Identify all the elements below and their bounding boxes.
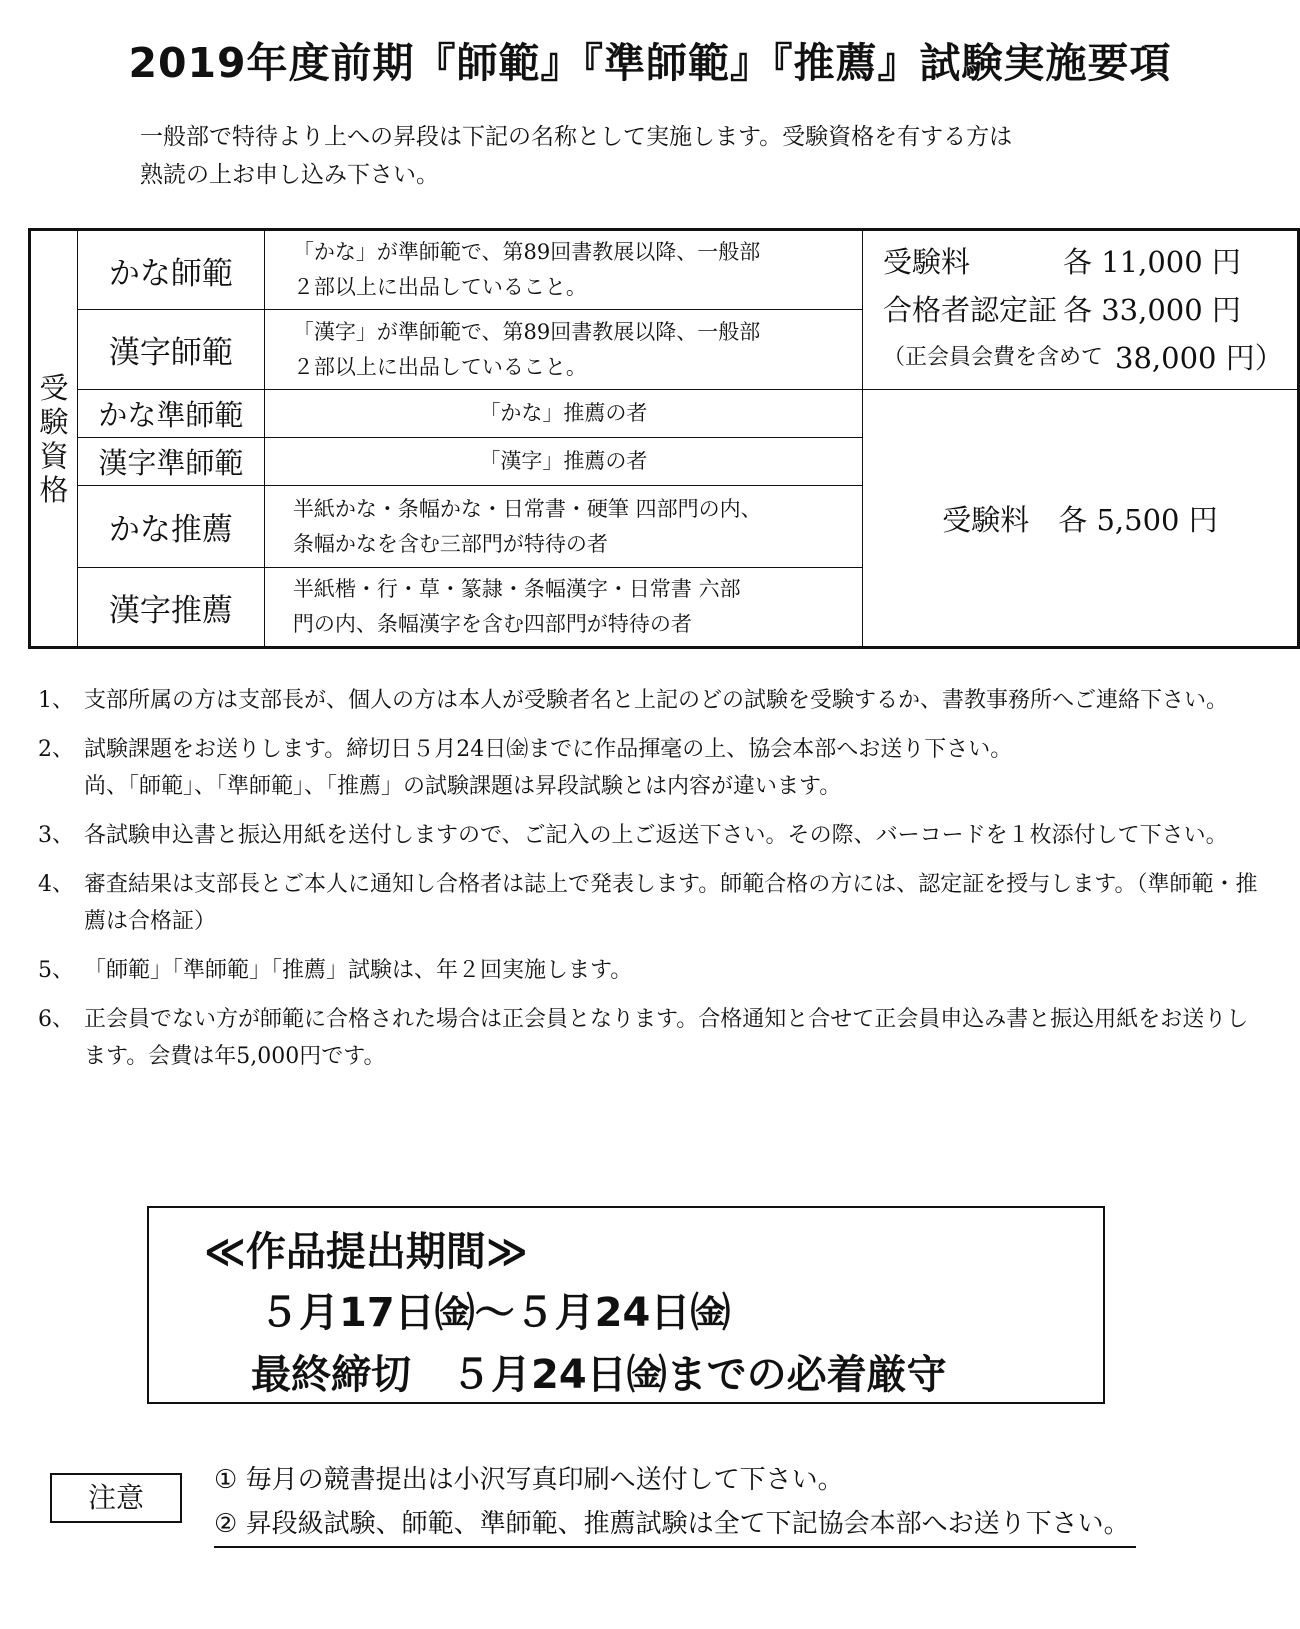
list-item	[38, 731, 1263, 805]
exam-fee-label: 受験料	[883, 245, 971, 279]
intro-line: 一般部で特待より上への昇段は下記の名称として実施します。受験資格を有する方は	[140, 124, 1013, 150]
note-number: 3、	[38, 823, 74, 848]
exam-condition	[264, 310, 862, 390]
note-text: 支部所属の方は支部長が、個人の方は本人が受験者名と上記のどの試験を受験するか、書教事務所へご連絡下さい。	[84, 688, 1229, 713]
table-row	[30, 230, 1299, 310]
condition-line: ２部以上に出品していること。	[292, 275, 587, 299]
cert-fee-line	[883, 286, 1297, 334]
condition-line: 条幅かなを含む三部門が特待の者	[292, 531, 608, 556]
condition-line: 半紙かな・条幅かな・日常書・硬筆 四部門の内、	[292, 496, 762, 521]
other-fee-cell: 受験料 各 5,500 円	[863, 390, 1299, 648]
exam-fee-line	[883, 238, 1297, 286]
page-title: 2019年度前期『師範』『準師範』『推薦』試験実施要項	[128, 39, 1172, 87]
member-fee-note: （正会員会費を含めて	[883, 345, 1104, 370]
note-number: 4、	[38, 872, 74, 897]
condition-line: ２部以上に出品していること。	[292, 354, 587, 379]
side-label-char: 格	[39, 472, 69, 507]
qualification-table	[28, 228, 1300, 649]
side-label-char: 験	[39, 404, 69, 439]
condition-line: 「かな」推薦の者	[479, 401, 648, 425]
note-number: 1、	[38, 688, 74, 713]
member-fee-line	[883, 334, 1297, 382]
exam-fee-value: 各 11,000 円	[1063, 245, 1241, 279]
condition-line: 半紙楷・行・草・篆隷・条幅漢字・日常書 六部	[292, 577, 741, 601]
member-fee-value: 38,000 円）	[1115, 341, 1284, 375]
list-item	[38, 866, 1263, 940]
exam-name: かな推薦	[77, 486, 264, 568]
notes-list	[38, 682, 1263, 1087]
note-text: 審査結果は支部長とご本人に通知し合格者は誌上で発表します。師範合格の方には、認定証を授与します。（準師範・推薦は合格証）	[84, 872, 1258, 934]
cert-fee-value: 各 33,000 円	[1063, 293, 1241, 327]
intro-line: 熟読の上お申し込み下さい。	[140, 162, 439, 188]
master-fee-cell	[863, 230, 1299, 390]
list-item	[38, 682, 1263, 719]
exam-condition	[264, 230, 862, 310]
exam-name: かな準師範	[77, 390, 264, 438]
condition-line: 「かな」が準師範で、第89回書教展以降、一般部	[292, 240, 761, 264]
cert-fee-label: 合格者認定証	[883, 293, 1058, 327]
period-range: ５月17日㈮～５月24日㈮	[259, 1290, 731, 1336]
condition-line: 「漢字」が準師範で、第89回書教展以降、一般部	[292, 319, 761, 344]
condition-line: 「漢字」推薦の者	[479, 449, 648, 473]
exam-condition	[264, 438, 862, 486]
exam-name: かな師範	[77, 230, 264, 310]
note-text: 試験課題をお送りします。締切日５月24日㈮までに作品揮毫の上、協会本部へお送り下さい。 尚、「師範」、「準師範」、「推薦」の試験課題は昇段試験とは内容が違います。	[84, 737, 1013, 799]
caution-label: 注意	[50, 1473, 182, 1523]
caution-item: ① 毎月の競書提出は小沢写真印刷へ送付して下さい。	[214, 1465, 844, 1495]
qualification-side-label	[30, 230, 78, 648]
caution-list	[214, 1458, 1264, 1548]
condition-line: 門の内、条幅漢字を含む四部門が特待の者	[292, 612, 692, 636]
exam-condition	[264, 568, 862, 648]
period-heading: ≪作品提出期間≫	[204, 1229, 528, 1275]
exam-name: 漢字師範	[77, 310, 264, 390]
final-deadline: 最終締切 ５月24日㈮までの必着厳守	[251, 1352, 947, 1398]
note-text: 正会員でない方が師範に合格された場合は正会員となります。合格通知と合せて正会員申込み書と振込用紙をお送りします。会費は年5,000円です。	[84, 1007, 1249, 1069]
note-number: 2、	[38, 737, 74, 762]
note-number: 6、	[38, 1007, 74, 1032]
exam-name: 漢字推薦	[77, 568, 264, 648]
side-label-char: 受	[39, 370, 69, 405]
list-item	[38, 952, 1263, 989]
note-text: 「師範」「準師範」「推薦」試験は、年２回実施します。	[84, 958, 633, 983]
caution-item: ② 昇段級試験、師範、準師範、推薦試験は全て下記協会本部へお送り下さい。	[214, 1502, 1136, 1548]
exam-name: 漢字準師範	[77, 438, 264, 486]
list-item	[38, 1001, 1263, 1075]
exam-condition	[264, 486, 862, 568]
note-text: 各試験申込書と振込用紙を送付しますので、ご記入の上ご返送下さい。その際、バーコードを１枚添付して下さい。	[84, 823, 1228, 848]
table-row	[30, 390, 1299, 438]
intro-paragraph	[140, 118, 1220, 194]
exam-condition	[264, 390, 862, 438]
submission-period-box	[147, 1206, 1105, 1404]
note-number: 5、	[38, 958, 74, 983]
list-item	[38, 817, 1263, 854]
side-label-char: 資	[39, 438, 69, 473]
